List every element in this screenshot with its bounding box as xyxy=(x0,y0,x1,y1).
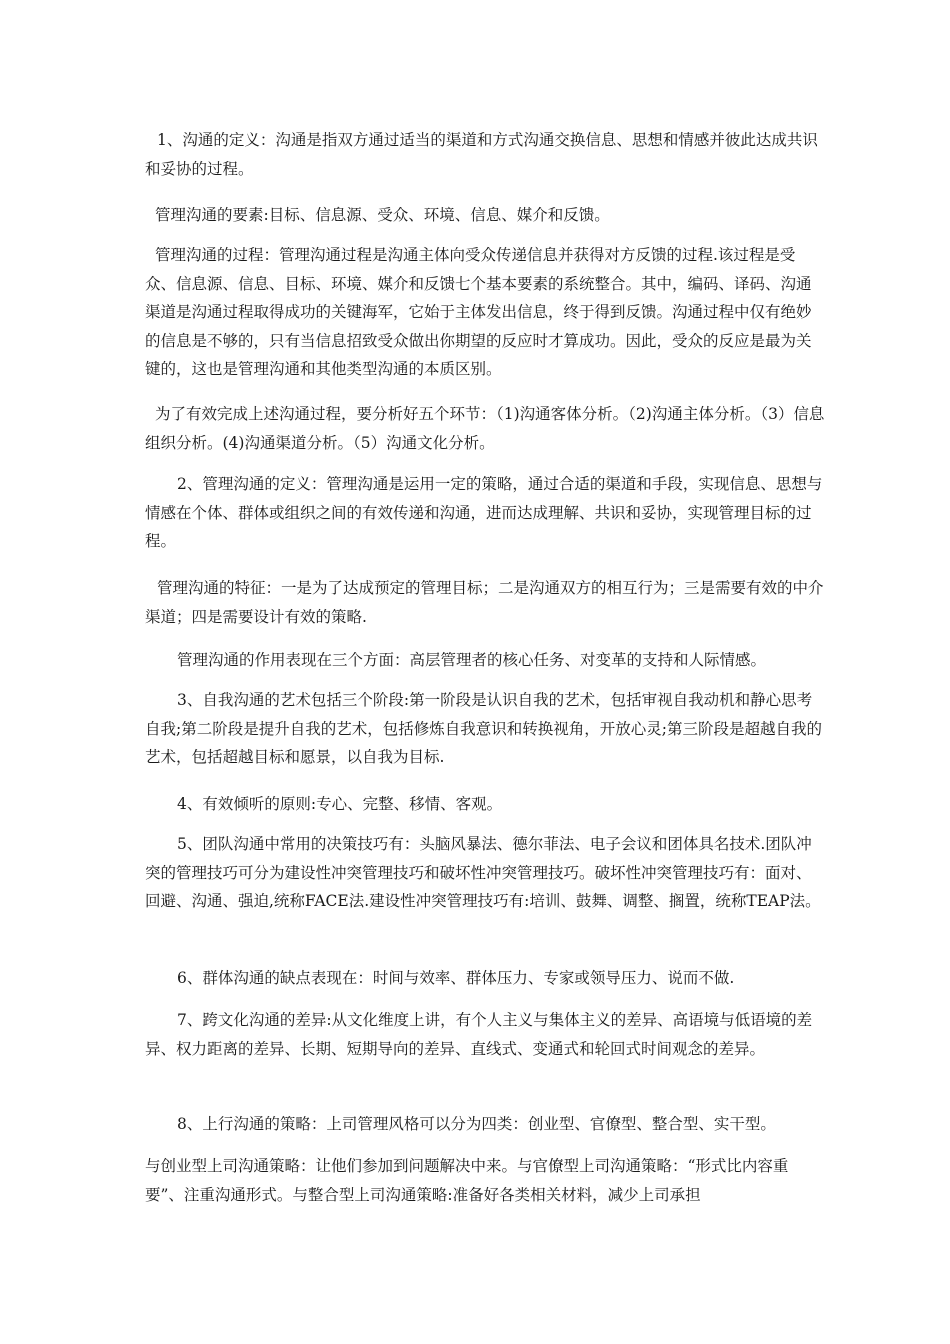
paragraph-management-communication-process: 管理沟通的过程：管理沟通过程是沟通主体向受众传递信息并获得对方反馈的过程.该过程是受众、信息源、信息、目标、环境、媒介和反馈七个基本要素的系统整合。其中，编码、译码、沟通渠道是沟通过程取得成功的关键海军，它始于主体发出信息，终于得到反馈。沟通过程中仅有绝妙的信息是不够的，只有当信息招致受众做出你期望的反应时才算成功。因此，受众的反应是最为关键的，这也是管理沟通和其他类型沟通的本质区别。 xyxy=(145,246,812,378)
paragraph-five-steps-analysis: 为了有效完成上述沟通过程，要分析好五个环节：（1)沟通客体分析。（2)沟通主体分析。（3）信息组织分析。(4)沟通渠道分析。（5）沟通文化分析。 xyxy=(145,405,825,452)
paragraph-boss-communication-strategies: 与创业型上司沟通策略：让他们参加到问题解决中来。与官僚型上司沟通策略：“形式比内容重要”、注重沟通形式。与整合型上司沟通策略:准备好各类相关材料，减少上司承担 xyxy=(145,1157,789,1204)
paragraph-team-decision-skills: 5、团队沟通中常用的决策技巧有：头脑风暴法、德尔菲法、电子会议和团体具名技术.团队冲突的管理技巧可分为建设性冲突管理技巧和破坏性冲突管理技巧。破坏性冲突管理技巧有：面对、回避、沟通、强迫,统称FACE法.建设性冲突管理技巧有:培训、鼓舞、调整、搁置，统称TEAP法。 xyxy=(145,835,821,910)
paragraph-effective-listening: 4、有效倾听的原则:专心、完整、移情、客观。 xyxy=(177,795,503,813)
paragraph-management-communication-features: 管理沟通的特征：一是为了达成预定的管理目标；二是沟通双方的相互行为；三是需要有效的中介渠道；四是需要设计有效的策略. xyxy=(145,579,824,626)
paragraph-management-communication-roles: 管理沟通的作用表现在三个方面：高层管理者的核心任务、对变革的支持和人际情感。 xyxy=(177,651,767,669)
paragraph-group-communication-drawbacks: 6、群体沟通的缺点表现在：时间与效率、群体压力、专家或领导压力、说而不做. xyxy=(177,969,735,987)
paragraph-management-communication-definition: 2、管理沟通的定义：管理沟通是运用一定的策略，通过合适的渠道和手段，实现信息、思想与情感在个体、群体或组织之间的有效传递和沟通，进而达成理解、共识和妥协，实现管理目标的过程。 xyxy=(145,475,823,550)
paragraph-management-communication-elements: 管理沟通的要素:目标、信息源、受众、环境、信息、媒介和反馈。 xyxy=(155,206,610,224)
paragraph-upward-communication: 8、上行沟通的策略：上司管理风格可以分为四类：创业型、官僚型、整合型、实干型。 xyxy=(177,1115,776,1133)
paragraph-self-communication-art: 3、自我沟通的艺术包括三个阶段:第一阶段是认识自我的艺术，包括审视自我动机和静心思考自我;第二阶段是提升自我的艺术，包括修炼自我意识和转换视角，开放心灵;第三阶段是超越自我的艺术，包括超越目标和愿景，以自我为目标. xyxy=(145,691,822,766)
paragraph-cross-cultural-differences: 7、跨文化沟通的差异:从文化维度上讲，有个人主义与集体主义的差异、高语境与低语境的差异、权力距离的差异、长期、短期导向的差异、直线式、变通式和轮回式时间观念的差异。 xyxy=(145,1011,813,1058)
paragraph-communication-definition: 1、沟通的定义：沟通是指双方通过适当的渠道和方式沟通交换信息、思想和情感并彼此达成共识和妥协的过程。 xyxy=(145,131,818,178)
